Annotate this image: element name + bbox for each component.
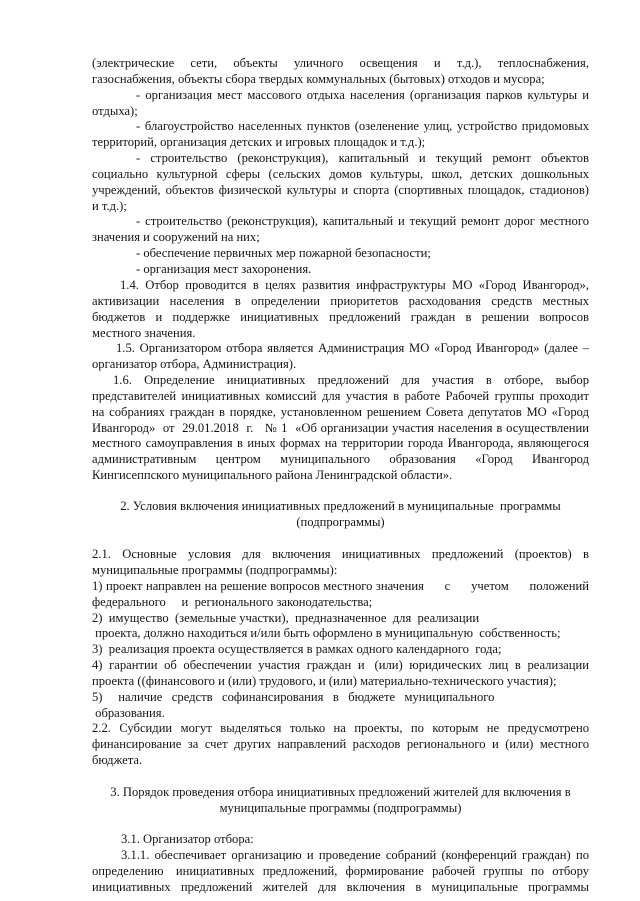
text-line: 2.2. Субсидии могут выделяться только на проекты, по которым не предусмотрено: [92, 721, 589, 735]
text-line: значения и сооружений на них;: [92, 230, 260, 244]
text-line: образования.: [92, 706, 165, 720]
text-line: 3.1.1. обеспечивает организацию и проведение собраний (конференций граждан) по: [121, 848, 589, 862]
text-line: федерального и регионального законодательства;: [92, 595, 373, 609]
text-line: на собраниях граждан в порядке, установленном решением Совета депутатов МО «Город: [92, 405, 589, 419]
text-line: отдыха);: [92, 104, 138, 118]
text-line: территорий, организация детских и игровых площадок и т.д.);: [92, 135, 426, 149]
text-line: определению инициативных предложений, формирование рабочей группы по отбору: [92, 864, 589, 878]
text-line: - организация мест массового отдыха населения (организация парков культуры и: [136, 88, 589, 102]
text-line: 3.1. Организатор отбора:: [121, 832, 254, 846]
text-line: - строительство (реконструкция), капитальный и текущий ремонт дорог местного: [136, 214, 589, 228]
text-line: финансирование за счет других направлений расходов регионального и (или) местного: [92, 737, 589, 751]
text-line: организатор отбора, Администрация).: [92, 357, 297, 371]
text-line: учреждений, объектов физической культуры и спорта (спортивных площадок, стадионов): [92, 183, 589, 197]
text-line: административным центром муниципального образования «Город Ивангород: [92, 452, 589, 466]
text-line: бюджета.: [92, 753, 143, 767]
text-line: 1.4. Отбор проводится в целях развития инфраструктуры МО «Город Ивангород»,: [120, 278, 589, 292]
text-line: местного значения.: [92, 326, 196, 340]
text-line: Ивангород» от 29.01.2018 г. № 1 «Об организации участия населения в осуществлении: [92, 421, 589, 435]
text-line: и т.д.);: [92, 199, 127, 213]
text-line: 1) проект направлен на решение вопросов местного значения с учетом положений: [92, 579, 589, 593]
text-line: 1.6. Определение инициативных предложений для участия в отборе, выбор: [113, 373, 589, 387]
text-line: проекта, должно находиться и/или быть оформлено в муниципальную собственность;: [92, 626, 561, 640]
text-line: инициативных предложений жителей для включения в муниципальные программы: [92, 880, 589, 894]
text-line: (электрические сети, объекты уличного освещения и т.д.), теплоснабжения,: [92, 56, 589, 70]
text-line: 3) реализация проекта осуществляется в рамках одного календарного года;: [92, 642, 502, 656]
text-line: представителей инициативных комиссий для участия в работе Рабочей группы проходит: [92, 389, 589, 403]
text-line: 5) наличие средств софинансирования в бюджете муниципального: [92, 690, 495, 704]
section-heading: 3. Порядок проведения отбора инициативных предложений жителей для включения в: [110, 785, 571, 799]
text-line: активизации населения в определении приоритетов расходования средств местных: [92, 294, 589, 308]
text-line: газоснабжения, объекты сбора твердых коммунальных (бытовых) отходов и мусора;: [92, 72, 545, 86]
text-line: социально культурной сферы (сельских домов культуры, школ, детских дошкольных: [92, 167, 589, 181]
text-line: бюджетов и поддержке инициативных предложений граждан в решении вопросов: [92, 310, 589, 324]
text-line: муниципальные программы (подпрограммы):: [92, 563, 338, 577]
text-line: - строительство (реконструкция), капитальный и текущий ремонт объектов: [136, 151, 589, 165]
text-line: - обеспечение первичных мер пожарной безопасности;: [136, 246, 431, 260]
section-heading: муниципальные программы (подпрограммы): [219, 801, 462, 815]
text-line: 2) имущество (земельные участки), предназначенное для реализации: [92, 611, 480, 625]
text-line: проекта ((финансового и (или) трудового, и (или) материально-технического участия);: [92, 674, 557, 688]
text-line: 2.1. Основные условия для включения инициативных предложений (проектов) в: [92, 547, 589, 561]
text-line: 4) гарантии об обеспечении участия граждан и (или) юридических лиц в реализации: [92, 658, 589, 672]
section-heading: 2. Условия включения инициативных предложений в муниципальные программы: [120, 499, 561, 513]
text-line: 1.5. Организатором отбора является Администрация МО «Город Ивангород» (далее –: [116, 341, 589, 355]
section-heading: (подпрограммы): [296, 515, 385, 529]
text-line: местного самоуправления в иных формах на территории города Ивангорода, являющегося: [92, 436, 589, 450]
text-line: - организация мест захоронения.: [136, 262, 312, 276]
text-line: Кингисеппского муниципального района Ленинградской области».: [92, 468, 453, 482]
text-line: - благоустройство населенных пунктов (озеленение улиц, устройство придомовых: [136, 119, 589, 133]
